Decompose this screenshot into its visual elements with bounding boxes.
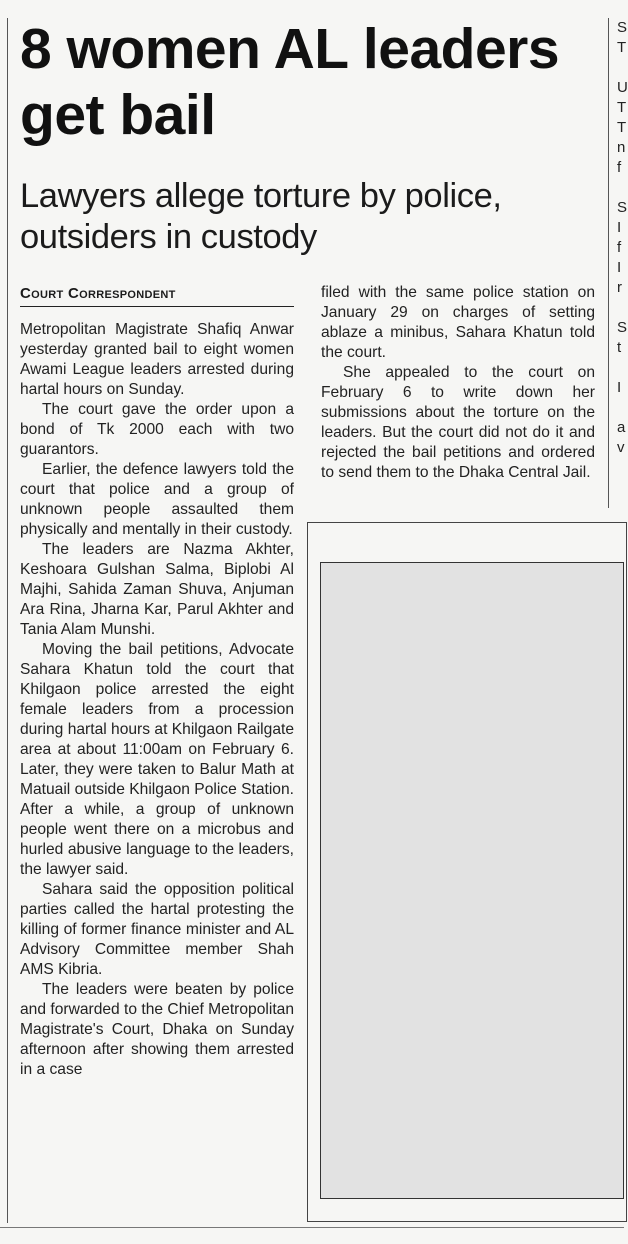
paragraph: The leaders were beaten by police and forwarded to the Chief Metropolitan Magistrate's Court, Dhaka on Sunday afternoon after showing them arrested in a case xyxy=(20,981,294,1078)
edge-char: I xyxy=(617,219,622,236)
edge-char: t xyxy=(617,339,622,356)
adjacent-column-edge xyxy=(617,18,627,458)
paragraph: She appealed to the court on February 6 to write down her submissions about the torture on the leaders. But the court did not do it and rejected the bail petitions and ordered to send them to the Dhaka Central Jail. xyxy=(321,364,595,481)
edge-char xyxy=(617,178,627,198)
edge-char: T xyxy=(617,39,627,56)
edge-char: I xyxy=(617,259,622,276)
paragraph: Sahara said the opposition political parties called the hartal protesting the killing of former finance minister and AL Advisory Committee member Shah AMS Kibria. xyxy=(20,881,294,978)
right-column-rule xyxy=(608,18,609,508)
edge-char: T xyxy=(617,99,627,116)
edge-char: f xyxy=(617,239,622,256)
edge-char: S xyxy=(617,199,628,216)
edge-char xyxy=(617,398,627,418)
edge-char: U xyxy=(617,79,628,96)
edge-char: a xyxy=(617,419,626,436)
article-column-1 xyxy=(20,320,294,1080)
left-column-rule xyxy=(7,18,8,1223)
edge-char: r xyxy=(617,279,622,296)
paragraph: Moving the bail petitions, Advocate Sahara Khatun told the court that Khilgaon police arrested the eight female leaders from a procession during hartal hours at Khilgaon Railgate area at about 11:00am on February 6. Later, they were taken to Balur Math at Matuail outside Khilgaon Police Station. After a while, a group of unknown people went there on a microbus and hurled abusive language to the leaders, the lawyer said. xyxy=(20,641,294,878)
edge-char xyxy=(617,358,627,378)
edge-char xyxy=(617,298,627,318)
paragraph: The court gave the order upon a bond of Tk 2000 each with two guarantors. xyxy=(20,401,294,458)
edge-char: S xyxy=(617,19,628,36)
edge-char xyxy=(617,58,627,78)
paragraph: Metropolitan Magistrate Shafiq Anwar yesterday granted bail to eight women Awami League leaders arrested during hartal hours on Sunday. xyxy=(20,321,294,398)
advertisement-placeholder xyxy=(320,562,624,1199)
paragraph: Earlier, the defence lawyers told the court that police and a group of unknown people assaulted them physically and mentally in their custody. xyxy=(20,461,294,538)
paragraph: filed with the same police station on January 29 on charges of setting ablaze a minibus, Sahara Khatun told the court. xyxy=(321,284,595,361)
edge-char: I xyxy=(617,379,622,396)
article-column-2 xyxy=(321,283,595,483)
bottom-rule xyxy=(0,1227,624,1228)
headline: 8 women AL leaders get bail xyxy=(20,17,560,147)
edge-char: S xyxy=(617,319,628,336)
subheadline: Lawyers allege torture by police, outsiders in custody xyxy=(20,177,502,256)
edge-char: f xyxy=(617,159,622,176)
byline: Court Correspondent xyxy=(20,284,294,307)
edge-char: n xyxy=(617,139,626,156)
paragraph: The leaders are Nazma Akhter, Keshoara Gulshan Salma, Biplobi Al Majhi, Sahida Zaman Shuva, Anjuman Ara Rina, Jharna Kar, Parul Akhter and Tania Alam Munshi. xyxy=(20,541,294,638)
edge-char: v xyxy=(617,439,625,456)
edge-char: T xyxy=(617,119,627,136)
